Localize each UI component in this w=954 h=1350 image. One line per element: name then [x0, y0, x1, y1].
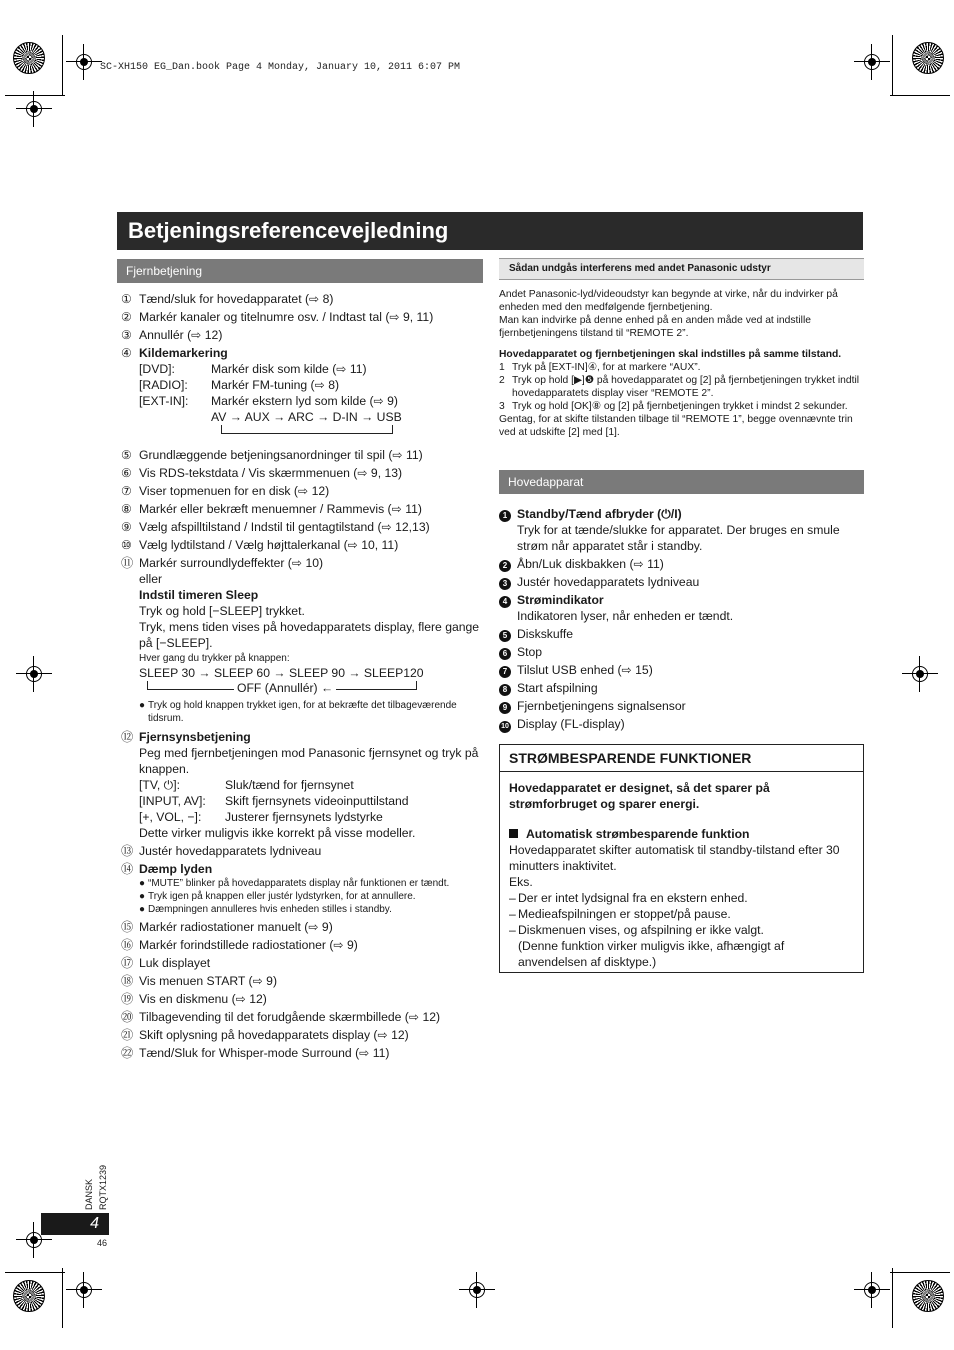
item-description: Tryk for at tænde/slukke for apparatet. Der bruges en smule strøm når apparatet står i standby.: [517, 523, 840, 553]
crosshair-mark-icon: [465, 1278, 489, 1302]
list-item: 10 Display (FL-display): [499, 716, 864, 733]
registration-disc-icon: [13, 42, 45, 74]
registration-disc-icon: [912, 1280, 944, 1312]
crop-line: [62, 35, 63, 95]
crop-line: [892, 35, 893, 95]
list-item: ⑲ Vis en diskmenu (⇨ 12): [121, 992, 267, 1006]
registration-disc-icon: [13, 1280, 45, 1312]
list-item: 3 Justér hovedapparatets lydniveau: [499, 574, 864, 590]
list-item: 4 Strømindikator: [499, 592, 864, 608]
side-language: DANSK: [84, 1178, 94, 1210]
crop-line: [890, 1272, 950, 1273]
list-item: ⑮ Markér radiostationer manuelt (⇨ 9): [121, 920, 333, 934]
source-flow: AV → AUX → ARC → D-IN → USB: [211, 410, 402, 424]
list-item: ④ Kildemarkering: [121, 346, 228, 360]
page-number: 4: [41, 1213, 109, 1235]
crosshair-mark-icon: [908, 662, 932, 686]
list-item: ⑬ Justér hovedapparatets lydniveau: [121, 844, 322, 858]
power-saving-body: Hovedapparatet er designet, så det sparer på strømforbruget og sparer energi. Automatisk strømbesparende funktion Hovedapparatet skifter automatisk til standby-tilstand efter 30 minutters inaktivitet. Eks. – Der er intet lydsignal fra en ekstern enhed. – Medieafspilningen er stoppet/på pause. – Diskmenuen vises, og afspilning er ikke valgt. (Denne funktion virker muligvis ikke, afhængigt af anvendelsen af disktype.): [509, 781, 840, 969]
sleep-timer-block: eller Indstil timeren Sleep Tryk og hold [−SLEEP] trykket. Tryk, mens tiden vises på hovedapparatets display, flere gange på [−SLEEP]. Hver gang du trykker på knappen: SLEEP 30 → SLEEP 60 → SLEEP 90 → SLEEP120 OFF (Annullér) ← ● Tryk og hold knappen trykket igen, for at bekræfte det tilbageværende tidsrum.: [121, 571, 483, 725]
list-item: ⑧ Markér eller bekræft menuemner / Rammevis (⇨ 11): [121, 502, 422, 516]
print-header-line: SC-XH150 EG_Dan.book Page 4 Monday, January 10, 2011 6:07 PM: [100, 62, 461, 73]
list-item: 7 Tilslut USB enhed (⇨ 15): [499, 662, 864, 678]
list-item: ⑫ Fjernsynsbetjening: [121, 730, 251, 744]
list-item: ㉒ Tænd/Sluk for Whisper-mode Surround (⇨ 11): [121, 1046, 390, 1060]
crop-line: [5, 1272, 65, 1273]
interference-heading: Sådan undgås interferens med andet Panasonic udstyr: [499, 258, 864, 280]
crosshair-mark-icon: [72, 1278, 96, 1302]
list-item: 2 Åbn/Luk diskbakken (⇨ 11): [499, 556, 864, 572]
crop-line: [890, 95, 950, 96]
list-item: ⑤ Grundlæggende betjeningsanordninger til spil (⇨ 11): [121, 448, 423, 462]
square-bullet-icon: [509, 829, 518, 838]
mute-notes: ● “MUTE” blinker på hovedapparatets display når funktionen er tændt. ● Tryk igen på knappen eller justér lydstyrken, for at annullere. ● Dæmpningen annulleres hvis enheden stilles i standby.: [139, 878, 450, 915]
list-item: ⑩ Vælg lydtilstand / Vælg højttalerkanal (⇨ 10, 11): [121, 538, 399, 552]
crosshair-mark-icon: [22, 662, 46, 686]
interference-panel: [499, 258, 864, 439]
list-item: ① Tænd/sluk for hovedapparatet (⇨ 8): [121, 292, 334, 306]
crosshair-mark-icon: [860, 1278, 884, 1302]
tv-control-block: Peg med fjernbetjeningen mod Panasonic fjernsynet og tryk på knappen. [TV, ⏻]: Sluk/tænd for fjernsynet [INPUT, AV]: Skift fjernsynets videoinputtilstand [+, VOL, −]: Justerer fjernsynets lydstyrke Dette virker muligvis ikke korrekt på visse modeller.: [139, 746, 479, 840]
list-item: ⑯ Markér forindstillede radiostationer (⇨ 9): [121, 938, 358, 952]
item-description: Indikatoren lyser, når enheden er tændt.: [517, 609, 734, 623]
list-item: ③ Annullér (⇨ 12): [121, 328, 223, 342]
crosshair-mark-icon: [860, 50, 884, 74]
remote-column: [117, 259, 483, 1061]
main-unit-section-header: Hovedapparat: [499, 470, 864, 494]
list-item: ② Markér kanaler og titelnumre osv. / Indtast tal (⇨ 9, 11): [121, 310, 434, 324]
registration-disc-icon: [912, 42, 944, 74]
list-item: 8 Start afspilning: [499, 680, 864, 696]
list-item: ⑪ Markér surroundlydeffekter (⇨ 10): [121, 556, 324, 570]
loop-arrow-icon: [221, 425, 393, 434]
page-small-number: 46: [97, 1238, 108, 1248]
list-item: ㉑ Skift oplysning på hovedapparatets display (⇨ 12): [121, 1028, 409, 1042]
crop-line: [62, 1268, 63, 1328]
side-code: RQTX1239: [98, 1164, 108, 1210]
source-rows: [DVD]: Markér disk som kilde (⇨ 11) [RADIO]: Markér FM-tuning (⇨ 8) [EXT-IN]: Markér ekstern lyd som kilde (⇨ 9) AV → AUX → ARC → D-IN → USB: [121, 361, 483, 434]
list-item: 1 Standby/Tænd afbryder (⏻/I): [499, 506, 864, 522]
list-item: ⑦ Viser topmenuen for en disk (⇨ 12): [121, 484, 330, 498]
list-item: 5 Diskskuffe: [499, 626, 864, 642]
list-item: ⑭ Dæmp lyden: [121, 862, 213, 876]
remote-section-header: Fjernbetjening: [117, 259, 483, 283]
crosshair-mark-icon: [22, 97, 46, 121]
bullet-note: ● Tryk og hold knappen trykket igen, for at bekræfte det tilbageværende tidsrum.: [139, 700, 457, 724]
power-saving-box: [499, 744, 864, 973]
main-unit-panel: [499, 470, 864, 733]
list-item: 6 Stop: [499, 644, 864, 660]
list-item: ⑨ Vælg afspilltilstand / Indstil til gentagtilstand (⇨ 12,13): [121, 520, 430, 534]
crop-line: [892, 1268, 893, 1328]
list-item: ⑰ Luk displayet: [121, 956, 211, 970]
sleep-flow: SLEEP 30 → SLEEP 60 → SLEEP 90 → SLEEP120: [139, 666, 424, 680]
list-item: 9 Fjernbetjeningens signalsensor: [499, 698, 864, 714]
crosshair-mark-icon: [72, 50, 96, 74]
sleep-flow-off: OFF (Annullér) ←: [234, 680, 336, 696]
page-title: Betjeningsreferencevejledning: [117, 212, 863, 250]
power-saving-heading: STRØMBESPARENDE FUNKTIONER: [500, 745, 863, 772]
list-item: ⑱ Vis menuen START (⇨ 9): [121, 974, 278, 988]
interference-body: Andet Panasonic-lyd/videoudstyr kan begynde at virke, når du indvirker på enheden med den medfølgende fjernbetjening. Man kan indvirke på denne enhed på en anden måde ved at indstille fjernbetjeningens tilstand til “REMOTE 2”. Hovedapparatet og fjernbetjeningen skal indstilles på samme tilstand. 1 Tryk på [EXT-IN]④, for at markere “AUX”. 2 Tryk op hold [▶]❺ på hovedapparatet og [2] på fjernbetjeningen trykket indtil hovedapparatets display viser “REMOTE 2”. 3 Tryk og hold [OK]⑧ og [2] på fjernbetjeningen trykket i mindst 2 sekunder. Gentag, for at skifte tilstanden tilbage til “REMOTE 1”, begge ovennævnte trin ved at udskifte [2] med [1].: [499, 289, 860, 438]
list-item: ⑥ Vis RDS-tekstdata / Vis skærmmenuen (⇨ 9, 13): [121, 466, 403, 480]
crop-line: [5, 95, 65, 96]
list-item: ⑳ Tilbagevending til det forudgående skærmbillede (⇨ 12): [121, 1010, 441, 1024]
